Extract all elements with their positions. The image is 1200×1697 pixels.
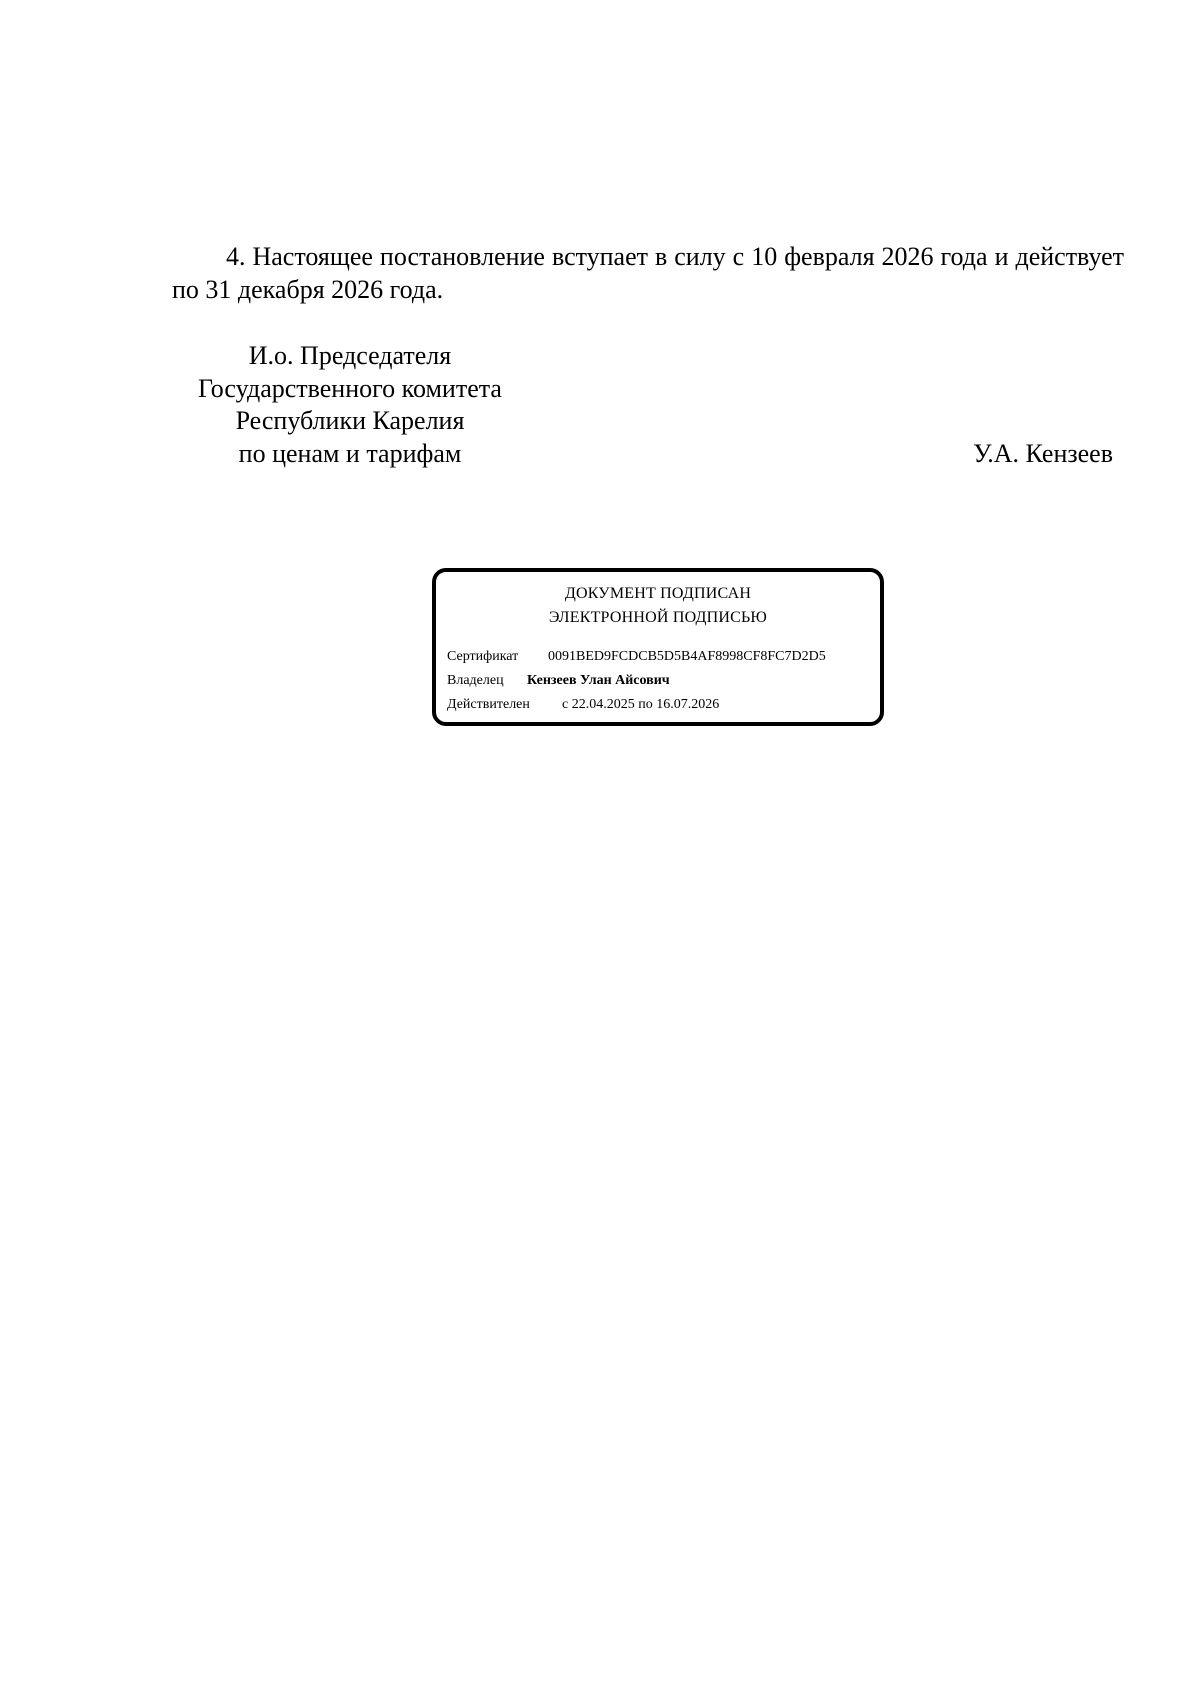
signer-name: У.А. Кензеев xyxy=(973,439,1113,468)
owner-value: Кензеев Улан Айсович xyxy=(527,673,670,688)
stamp-certificate-row xyxy=(447,648,826,666)
owner-label: Владелец xyxy=(447,673,504,688)
stamp-title-line: ДОКУМЕНТ ПОДПИСАН xyxy=(564,585,752,602)
signatory-position xyxy=(150,340,550,470)
stamp-title xyxy=(436,582,880,630)
position-line: по ценам и тарифам xyxy=(238,438,462,468)
stamp-title-line: ЭЛЕКТРОННОЙ ПОДПИСЬЮ xyxy=(548,609,768,626)
certificate-label: Сертификат xyxy=(447,649,519,664)
position-line: И.о. Председателя xyxy=(248,341,452,370)
stamp-validity-row xyxy=(447,696,719,714)
certificate-value: 0091BED9FCDCB5D5B4AF8998CF8FC7D2D5 xyxy=(548,649,826,664)
position-line: Республики Карелия xyxy=(235,406,465,435)
e-signature-stamp xyxy=(432,568,884,726)
position-line: Государственного комитета xyxy=(198,373,502,403)
validity-value: с 22.04.2025 по 16.07.2026 xyxy=(562,697,720,712)
clause-paragraph: 4. Настоящее постановление вступает в силу с 10 февраля 2026 года и действует по 31 декабря 2026 года. xyxy=(172,242,1124,304)
validity-label: Действителен xyxy=(447,697,530,712)
stamp-owner-row xyxy=(447,672,670,690)
